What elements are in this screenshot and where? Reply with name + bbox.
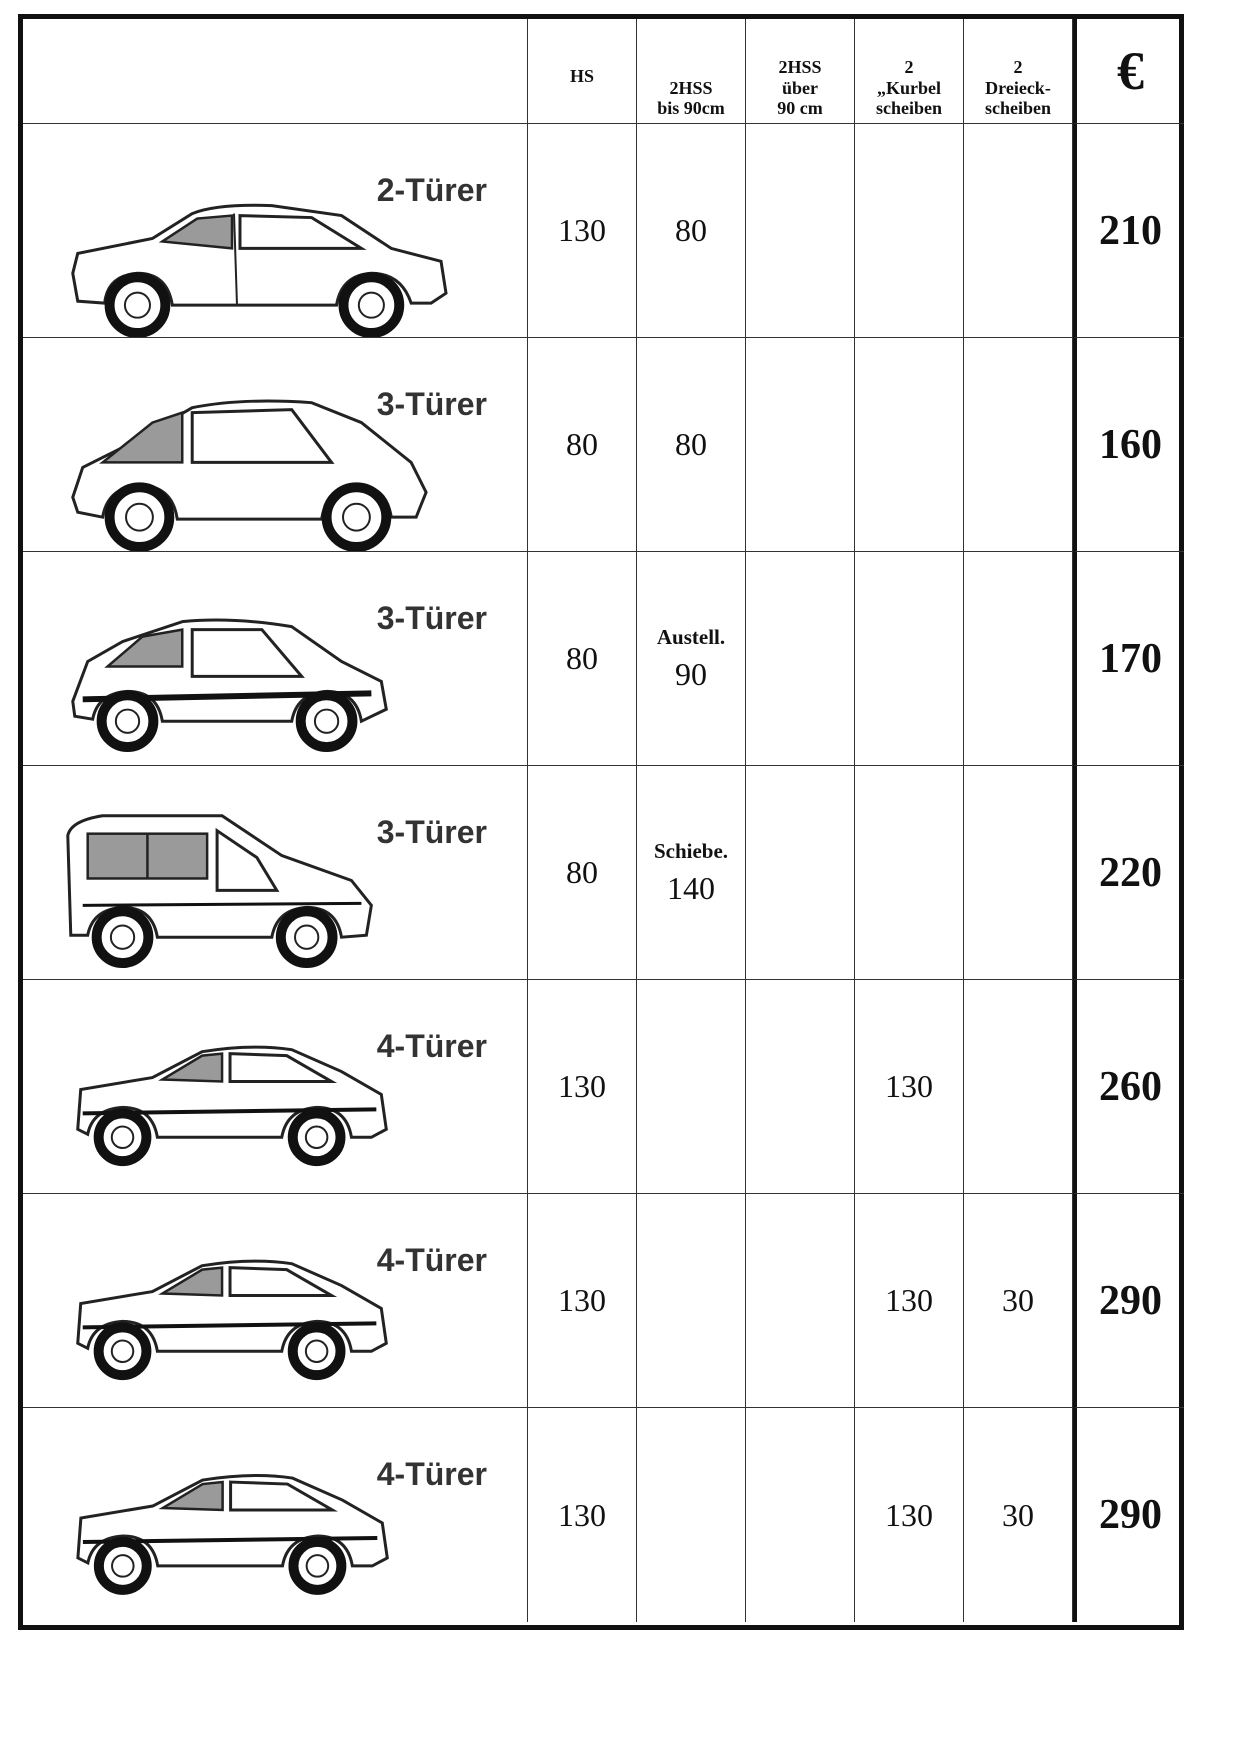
price-value: 160 [1099, 421, 1162, 468]
hss-under-cell [637, 1194, 746, 1408]
sedan-4door-icon [23, 1194, 527, 1407]
hatchback-3door-icon [23, 338, 527, 551]
door-label: 3-Türer [376, 600, 487, 636]
car-cell [23, 338, 528, 552]
door-label: 3-Türer [376, 814, 487, 850]
car-cell [23, 552, 528, 766]
dreieck-cell [964, 338, 1073, 552]
price-cell [1073, 338, 1184, 552]
hss-under-cell [637, 338, 746, 552]
header-blank-cell [23, 19, 528, 124]
price-value: 220 [1099, 849, 1162, 896]
door-label: 4-Türer [376, 1456, 487, 1492]
dreieck-cell [964, 1408, 1073, 1622]
price-cell [1073, 124, 1184, 338]
hs-value: 80 [566, 426, 598, 462]
header-kurbel-line3: scheiben [875, 98, 942, 119]
header-kurbel-line1: 2 [904, 56, 914, 77]
hss-under-note: Austell. [656, 624, 726, 649]
hs-value: 130 [558, 1496, 606, 1533]
price-value: 170 [1099, 635, 1162, 682]
kurbel-cell [855, 552, 964, 766]
hs-cell [528, 552, 637, 766]
header-hss-over-line2: über [782, 77, 818, 98]
car-cell [23, 980, 528, 1194]
price-value: 290 [1099, 1492, 1162, 1538]
hss-under-cell [637, 980, 746, 1194]
header-dreieck-line3: scheiben [984, 98, 1051, 119]
car-cell [23, 124, 528, 338]
hss-under-note: Schiebe. [653, 838, 729, 863]
kurbel-value: 130 [885, 1496, 933, 1533]
price-grid [23, 19, 1179, 1625]
euro-symbol: € [1117, 41, 1144, 101]
header-hss-under-line2: bis 90cm [657, 98, 725, 119]
price-cell [1073, 552, 1184, 766]
car-cell [23, 1194, 528, 1408]
hs-cell [528, 766, 637, 980]
car-cell [23, 1408, 528, 1622]
dreieck-cell [964, 766, 1073, 980]
dreieck-cell [964, 552, 1073, 766]
header-dreieck-line1: 2 [1013, 56, 1023, 77]
hs-value: 130 [558, 1068, 606, 1104]
header-hss-over-line1: 2HSS [778, 56, 822, 77]
hss-under-cell [637, 1408, 746, 1622]
door-label: 4-Türer [376, 1242, 487, 1278]
hss-over-cell [746, 552, 855, 766]
header-hs-text: HS [569, 65, 594, 86]
header-price [1073, 19, 1184, 124]
hs-cell [528, 1194, 637, 1408]
door-label: 4-Türer [376, 1028, 487, 1064]
kurbel-cell [855, 124, 964, 338]
hss-over-cell [746, 338, 855, 552]
door-label: 2-Türer [376, 172, 487, 208]
hs-value: 130 [558, 1282, 606, 1318]
hss-over-cell [746, 766, 855, 980]
car-cell [23, 766, 528, 980]
header-hss-under-line1: 2HSS [669, 77, 713, 98]
dreieck-cell [964, 124, 1073, 338]
header-hss-over-line3: 90 cm [777, 98, 823, 119]
kurbel-cell [855, 1408, 964, 1622]
hss-under-cell [637, 766, 746, 980]
hss-under-cell [637, 124, 746, 338]
kurbel-value: 130 [885, 1282, 933, 1318]
header-dreieck-line2: Dreieck- [985, 77, 1051, 98]
hss-under-value: 80 [675, 426, 707, 462]
hs-cell [528, 980, 637, 1194]
door-label: 3-Türer [376, 386, 487, 422]
hss-under-cell [637, 552, 746, 766]
hss-under-value: 140 [667, 869, 715, 906]
hss-over-cell [746, 1194, 855, 1408]
hs-value: 80 [566, 854, 598, 890]
kurbel-cell [855, 980, 964, 1194]
header-hs [528, 19, 637, 124]
dreieck-value: 30 [1002, 1282, 1034, 1318]
hss-under-value: 80 [675, 212, 707, 248]
header-kurbel-line2: „Kurbel [876, 77, 941, 98]
sedan-4door-icon [23, 1408, 527, 1622]
hss-over-cell [746, 980, 855, 1194]
header-hss-over [746, 19, 855, 124]
hss-over-cell [746, 124, 855, 338]
price-cell [1073, 1194, 1184, 1408]
kurbel-cell [855, 1194, 964, 1408]
price-cell [1073, 980, 1184, 1194]
header-kurbel [855, 19, 964, 124]
price-value: 210 [1099, 207, 1162, 254]
hss-over-cell [746, 1408, 855, 1622]
kurbel-cell [855, 766, 964, 980]
price-cell [1073, 766, 1184, 980]
kurbel-cell [855, 338, 964, 552]
small-hatchback-3door-icon [23, 552, 527, 765]
van-3door-icon [23, 766, 527, 979]
hs-value: 80 [566, 640, 598, 676]
dreieck-cell [964, 1194, 1073, 1408]
price-value: 290 [1099, 1277, 1162, 1324]
header-dreieck [964, 19, 1073, 124]
dreieck-cell [964, 980, 1073, 1194]
hs-cell [528, 1408, 637, 1622]
hs-value: 130 [558, 212, 606, 248]
dreieck-value: 30 [1002, 1496, 1034, 1533]
price-value: 260 [1099, 1063, 1162, 1110]
price-table [18, 14, 1184, 1630]
price-cell [1073, 1408, 1184, 1622]
sedan-4door-icon [23, 980, 527, 1193]
hs-cell [528, 124, 637, 338]
header-hss-under [637, 19, 746, 124]
hs-cell [528, 338, 637, 552]
hss-under-value: 90 [675, 655, 707, 692]
kurbel-value: 130 [885, 1068, 933, 1104]
sedan-2door-icon [23, 124, 527, 337]
